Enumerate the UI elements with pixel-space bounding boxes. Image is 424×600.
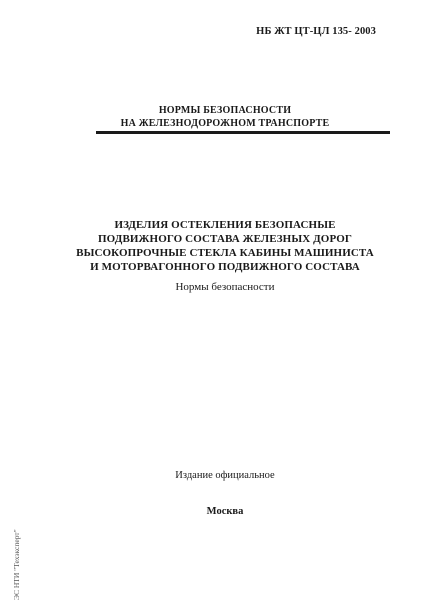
document-code: НБ ЖТ ЦТ-ЦЛ 135- 2003	[256, 26, 376, 37]
document-title-line-2: ПОДВИЖНОГО СОСТАВА ЖЕЛЕЗНЫХ ДОРОГ	[98, 233, 352, 245]
document-title-line-3: ВЫСОКОПРОЧНЫЕ СТЕКЛА КАБИНЫ МАШИНИСТА	[76, 247, 374, 259]
heading-divider	[96, 131, 390, 134]
series-heading	[60, 104, 390, 130]
edition-label: Издание официальное	[175, 470, 275, 481]
document-title	[40, 218, 410, 274]
series-heading-line-2: НА ЖЕЛЕЗНОДОРОЖНОМ ТРАНСПОРТЕ	[120, 118, 330, 129]
document-subtitle: Нормы безопасности	[175, 281, 275, 293]
document-title-line-4: И МОТОРВАГОННОГО ПОДВИЖНОГО СОСТАВА	[90, 261, 360, 273]
watermark-text: ЭС НТИ "Техэксперт"	[12, 529, 21, 600]
series-heading-line-1: НОРМЫ БЕЗОПАСНОСТИ	[158, 105, 292, 116]
document-title-line-1: ИЗДЕЛИЯ ОСТЕКЛЕНИЯ БЕЗОПАСНЫЕ	[114, 219, 336, 231]
publication-city: Москва	[206, 506, 244, 517]
